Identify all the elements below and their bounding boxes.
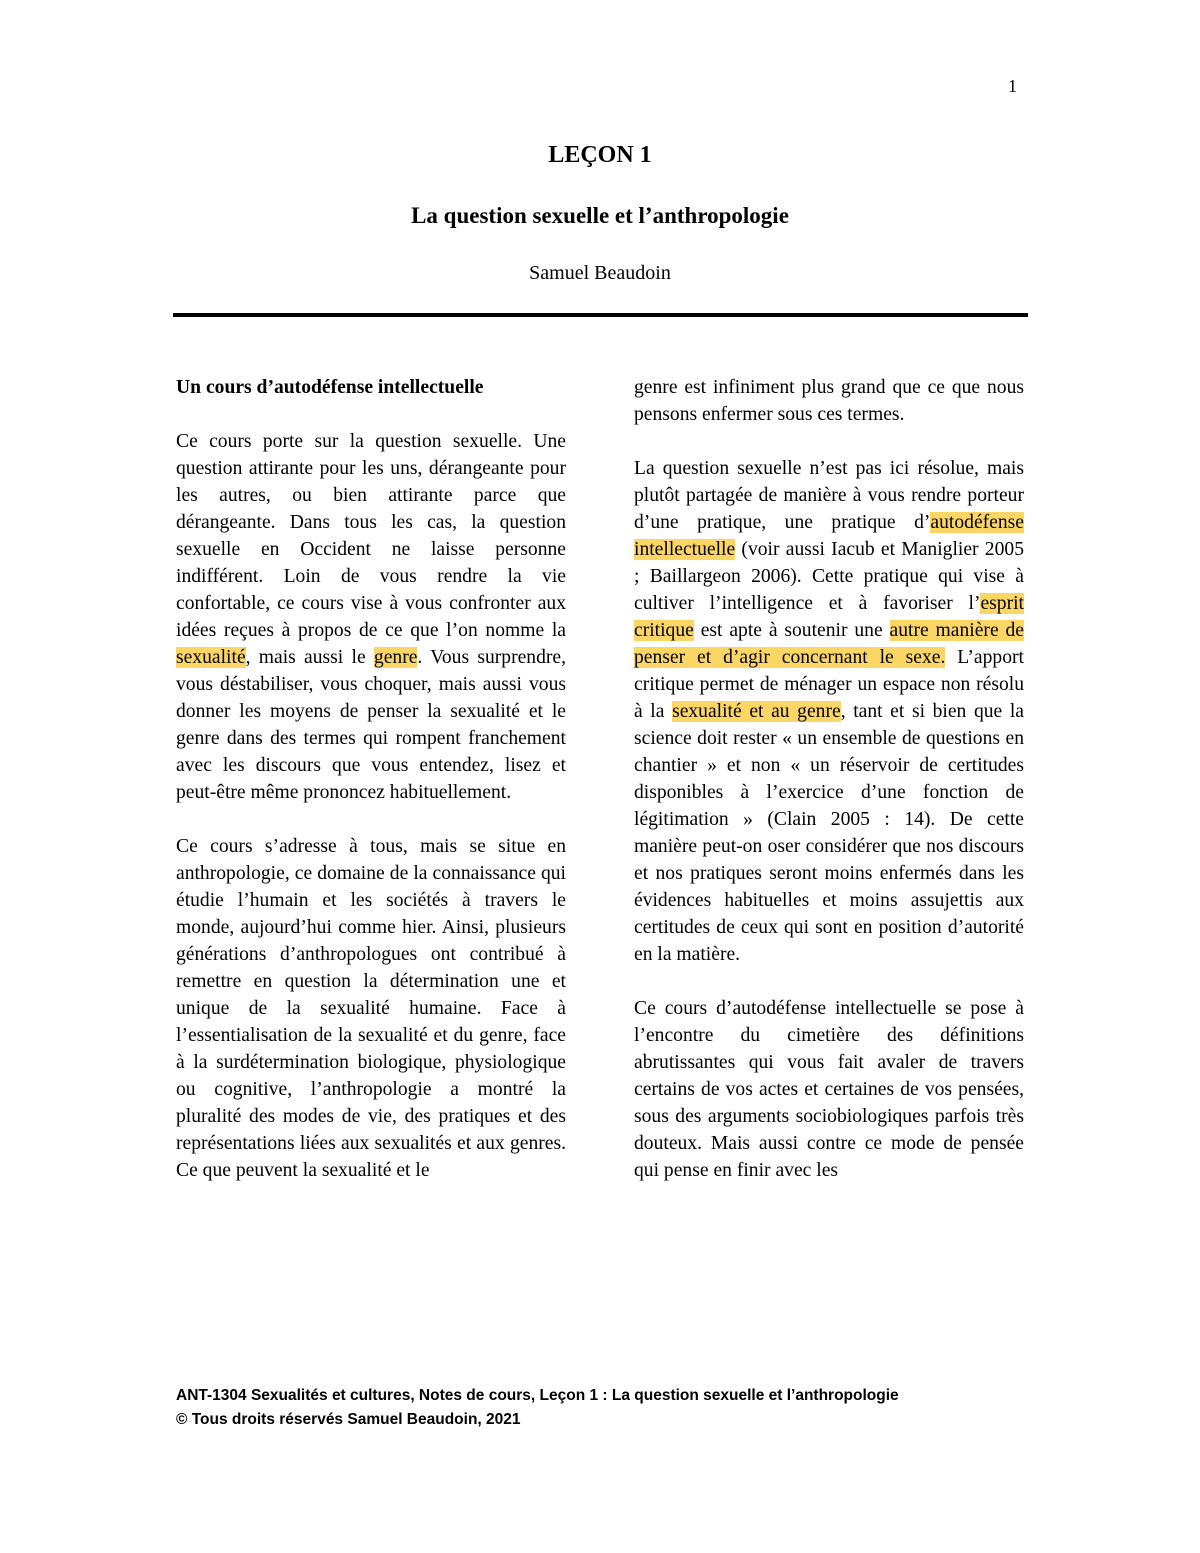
footer-course-line: ANT-1304 Sexualités et cultures, Notes de cours, Leçon 1 : La question sexuelle et l’anthropologie	[176, 1387, 899, 1404]
highlight-sexualite: sexualité	[176, 647, 246, 668]
text-run: L’apport critique permet de ménager un espace non résolu à la	[634, 647, 1024, 722]
right-column	[634, 374, 1024, 1184]
text-run: , mais aussi le	[245, 647, 374, 668]
text-run: est apte à soutenir une	[693, 620, 890, 641]
text-run: Ce cours porte sur la question sexuelle. Une question attirante pour les uns, dérangeante pour les autres, ou bien attirante parce que dérangeante. Dans tous les cas, la question sexuelle en Occident ne laisse personne indifférent. Loin de vous rendre la vie confortable, ce cours vise à vous confronter aux idées reçues à propos de ce que l’on nomme la	[176, 431, 566, 641]
paragraph-question	[634, 455, 1024, 968]
title-divider	[173, 313, 1028, 317]
text-run: , tant et si bien que la science doit rester « un ensemble de questions en chantier » et non « un réservoir de certitudes disponibles à l’exercice d’une fonction de légitimation » (Clain 2005 : 14). De cette manière peut-on oser considérer que nos discours et nos pratiques seront moins enfermés dans les évidences habituelles et moins assujettis aux certitudes de ceux qui sont en position d’autorité en la matière.	[634, 701, 1025, 965]
paragraph-autodefense: Ce cours d’autodéfense intellectuelle se pose à l’encontre du cimetière des définitions abrutissantes qui vous fait avaler de travers certains de vos actes et certaines de vos pensées, sous des arguments sociobiologiques parfois très douteux. Mais aussi contre ce mode de pensée qui pense en finir avec les	[634, 998, 1024, 1181]
highlight-autre-maniere: autre manière de penser et d’agir concernant le sexe.	[634, 620, 1025, 668]
highlight-esprit-critique: esprit critique	[634, 593, 1024, 641]
page-number: 1	[1008, 76, 1017, 96]
footer-copyright: © Tous droits réservés Samuel Beaudoin, 2021	[176, 1411, 521, 1428]
author-name: Samuel Beaudoin	[529, 262, 671, 284]
text-run: La question sexuelle n’est pas ici résolue, mais plutôt partagée de manière à vous rendre porteur d’une pratique, une pratique d’	[634, 458, 1024, 533]
paragraph-continued: genre est infiniment plus grand que ce que nous pensons enfermer sous ces termes.	[634, 377, 1024, 425]
highlight-genre: genre	[373, 647, 418, 668]
section-heading: Un cours d’autodéfense intellectuelle	[176, 377, 484, 398]
highlight-autodefense: autodéfense intellectuelle	[634, 512, 1024, 560]
lesson-title: LEÇON 1	[548, 142, 652, 168]
text-run: (voir aussi Iacub et Maniglier 2005 ; Baillargeon 2006). Cette pratique qui vise à cultiver l’intelligence et à favoriser l’	[634, 539, 1024, 614]
lesson-subtitle: La question sexuelle et l’anthropologie	[411, 203, 789, 228]
paragraph-intro	[176, 428, 566, 806]
highlight-sexualite-genre: sexualité et au genre	[672, 701, 841, 722]
left-column	[176, 374, 566, 1184]
paragraph-anthropology: Ce cours s’adresse à tous, mais se situe en anthropologie, ce domaine de la connaissance qui étudie l’humain et les sociétés à travers le monde, aujourd’hui comme hier. Ainsi, plusieurs générations d’anthropologues ont contribué à remettre en question la détermination une et unique de la sexualité humaine. Face à l’essentialisation de la sexualité et du genre, face à la surdétermination biologique, physiologique ou cognitive, l’anthropologie a montré la pluralité des modes de vie, des pratiques et des représentations liées aux sexualités et aux genres. Ce que peuvent la sexualité et le	[176, 836, 566, 1181]
text-run: . Vous surprendre, vous déstabiliser, vous choquer, mais aussi vous donner les moyens de penser la sexualité et le genre dans des termes qui rompent franchement avec les discours que vous entendez, lisez et peut-être même prononcez habituellement.	[176, 647, 566, 803]
page-footer	[176, 1384, 1076, 1432]
